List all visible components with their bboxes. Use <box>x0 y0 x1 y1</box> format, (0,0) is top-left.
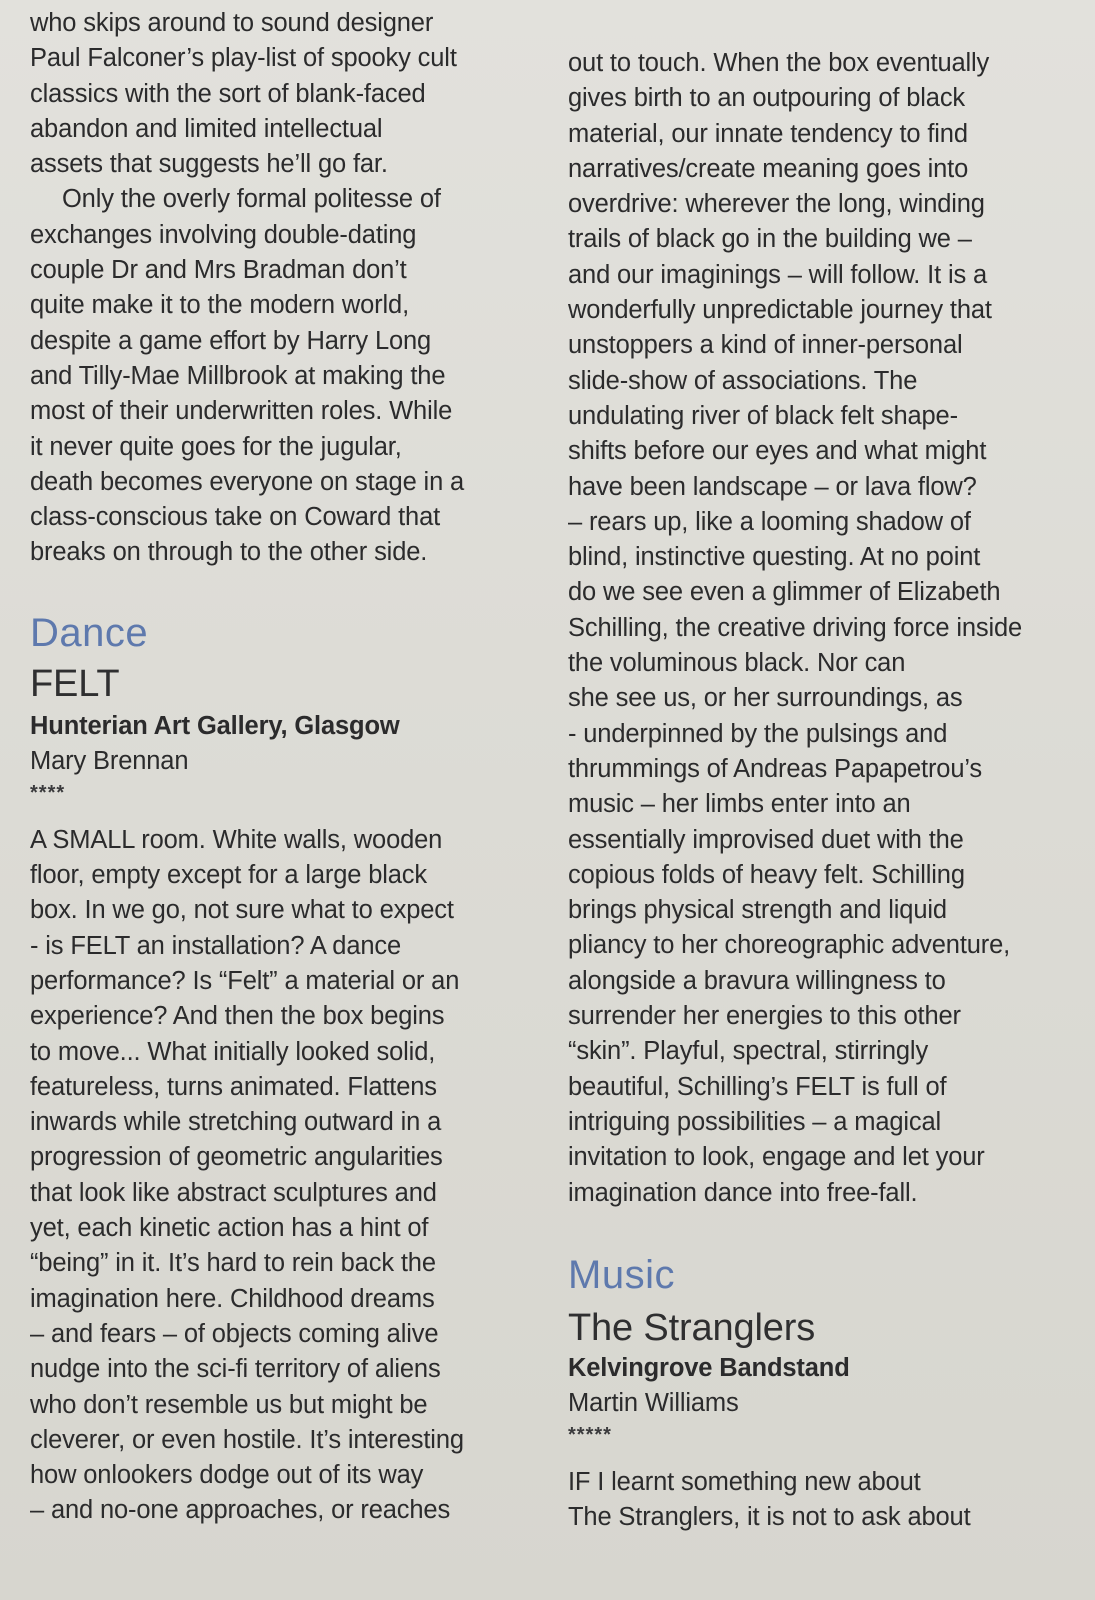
text-line: box. In we go, not sure what to expect <box>30 896 454 925</box>
text-line: inwards while stretching outward in a <box>30 1108 442 1137</box>
text-line: and our imaginings – will follow. It is a <box>568 260 988 289</box>
star-rating: **** <box>30 781 66 804</box>
review-title: FELT <box>30 662 120 705</box>
text-line: abandon and limited intellectual <box>30 114 383 143</box>
intro-paragraph <box>30 6 530 182</box>
text-line: “being” in it. It’s hard to rein back the <box>30 1249 436 1278</box>
text-line: narratives/create meaning goes into <box>568 154 969 183</box>
text-line: cleverer, or even hostile. It’s interesting <box>30 1425 464 1454</box>
text-line: imagination here. Childhood dreams <box>30 1284 435 1313</box>
text-line: wonderfully unpredictable journey that <box>568 296 992 325</box>
text-line: unstoppers a kind of inner-personal <box>568 331 963 360</box>
section-label-dance: Dance <box>30 610 149 655</box>
text-line: Paul Falconer’s play-list of spooky cult <box>30 44 457 73</box>
text-line: it never quite goes for the jugular, <box>30 432 402 461</box>
text-line: class-conscious take on Coward that <box>30 503 441 532</box>
text-line: who skips around to sound designer <box>30 9 434 37</box>
text-line: the voluminous black. Nor can <box>568 649 906 678</box>
text-line: beautiful, Schilling’s FELT is full of <box>568 1072 947 1101</box>
text-line: who don’t resemble us but might be <box>30 1390 428 1419</box>
text-line: nudge into the sci-fi territory of aliens <box>30 1355 441 1384</box>
text-line: - is FELT an installation? A dance <box>30 931 402 960</box>
text-line: thrummings of Andreas Papapetrou’s <box>568 754 983 783</box>
review-title: The Stranglers <box>568 1306 816 1349</box>
text-line: out to touch. When the box eventually <box>568 49 990 77</box>
text-line: The Stranglers, it is not to ask about <box>568 1503 971 1532</box>
dance-review-continued <box>568 46 1073 1211</box>
text-line: how onlookers dodge out of its way <box>30 1461 424 1490</box>
text-line: slide-show of associations. The <box>568 366 918 395</box>
text-line: music – her limbs enter into an <box>568 790 911 819</box>
right-column <box>568 0 1073 1535</box>
text-line: despite a game effort by Harry Long <box>30 326 432 355</box>
text-line: “skin”. Playful, spectral, stirringly <box>568 1037 929 1066</box>
text-line: floor, empty except for a large black <box>30 861 427 890</box>
text-line: invitation to look, engage and let your <box>568 1143 985 1172</box>
text-line: couple Dr and Mrs Bradman don’t <box>30 256 407 285</box>
text-line: alongside a bravura willingness to <box>568 966 946 995</box>
review-author: Mary Brennan <box>30 746 189 775</box>
text-line: and Tilly-Mae Millbrook at making the <box>30 361 446 390</box>
dance-review-body <box>30 823 530 1529</box>
text-line: to move... What initially looked solid, <box>30 1037 436 1066</box>
text-line: performance? Is “Felt” a material or an <box>30 966 460 995</box>
text-line: material, our innate tendency to find <box>568 119 968 148</box>
text-line: overdrive: wherever the long, winding <box>568 190 985 219</box>
text-line: undulating river of black felt shape- <box>568 401 958 430</box>
text-line: do we see even a glimmer of Elizabeth <box>568 578 1001 607</box>
text-line: – and fears – of objects coming alive <box>30 1319 439 1348</box>
text-line: essentially improvised duet with the <box>568 825 964 854</box>
text-line: exchanges involving double-dating <box>30 220 417 249</box>
text-line: – and no-one approaches, or reaches <box>30 1496 451 1525</box>
text-line: death becomes everyone on stage in a <box>30 467 465 496</box>
text-line: that look like abstract sculptures and <box>30 1178 437 1207</box>
text-line: IF I learnt something new about <box>568 1467 921 1496</box>
dance-review-header <box>30 611 530 807</box>
text-line: featureless, turns animated. Flattens <box>30 1072 437 1101</box>
text-line: brings physical strength and liquid <box>568 896 947 925</box>
review-author: Martin Williams <box>568 1388 739 1417</box>
text-line: intriguing possibilities – a magical <box>568 1107 942 1136</box>
text-line: pliancy to her choreographic adventure, <box>568 931 1011 960</box>
text-line: experience? And then the box begins <box>30 1002 445 1031</box>
text-line: surrender her energies to this other <box>568 1002 961 1031</box>
text-line: classics with the sort of blank-faced <box>30 79 426 108</box>
left-column <box>30 0 530 1529</box>
text-line: most of their underwritten roles. While <box>30 397 453 426</box>
text-line: she see us, or her surroundings, as <box>568 684 963 713</box>
text-line: trails of black go in the building we – <box>568 225 972 254</box>
star-rating: ***** <box>568 1423 612 1446</box>
text-line: have been landscape – or lava flow? <box>568 472 977 501</box>
section-label-music: Music <box>568 1252 675 1297</box>
text-line: breaks on through to the other side. <box>30 538 428 567</box>
text-line: copious folds of heavy felt. Schilling <box>568 860 965 889</box>
text-line: A SMALL room. White walls, wooden <box>30 825 443 854</box>
text-line: assets that suggests he’ll go far. <box>30 150 388 179</box>
second-paragraph <box>30 182 530 570</box>
text-line: shifts before our eyes and what might <box>568 437 987 466</box>
text-line: blind, instinctive questing. At no point <box>568 543 981 572</box>
text-line: - underpinned by the pulsings and <box>568 719 948 748</box>
text-line: progression of geometric angularities <box>30 1143 443 1172</box>
text-line: – rears up, like a looming shadow of <box>568 507 971 536</box>
review-venue: Kelvingrove Bandstand <box>568 1353 850 1382</box>
text-line: imagination dance into free-fall. <box>568 1178 918 1207</box>
text-line: gives birth to an outpouring of black <box>568 84 966 113</box>
music-review-header <box>568 1253 1073 1449</box>
text-line: yet, each kinetic action has a hint of <box>30 1214 429 1243</box>
text-line: Only the overly formal politesse of <box>62 185 441 214</box>
text-line: Schilling, the creative driving force inside <box>568 613 1023 642</box>
music-review-body <box>568 1465 1073 1536</box>
text-line: quite make it to the modern world, <box>30 291 410 320</box>
review-venue: Hunterian Art Gallery, Glasgow <box>30 711 400 740</box>
